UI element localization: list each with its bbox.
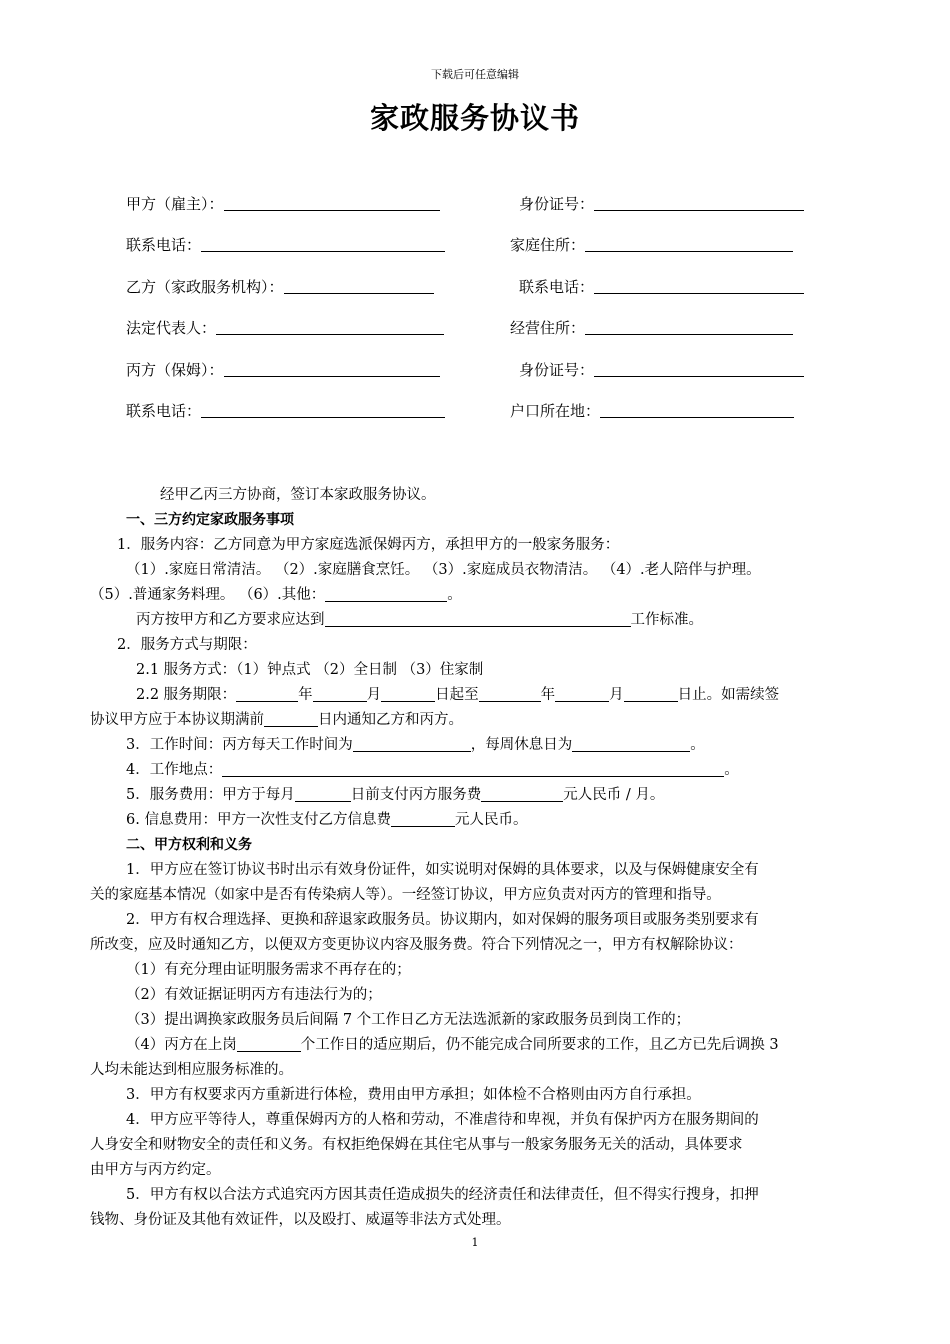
page-number: 1: [471, 1236, 479, 1249]
field-business-address: 经营住所：: [510, 317, 793, 339]
section-2-heading: 二、甲方权利和义务: [126, 837, 252, 853]
termination-item-4-cont: 人均未能达到相应服务标准的。: [90, 1062, 293, 1078]
service-items: （1）.家庭日常清洁。 （2）.家庭膳食烹饪。 （3）.家庭成员衣物清洁。 （4）.老人陪伴与护理。: [126, 562, 761, 578]
clause-2-4-line1: 4．甲方应平等待人，尊重保姆丙方的人格和劳动，不准虐待和卑视，并负有保护丙方在服务期间的: [126, 1112, 759, 1128]
header-note: 下载后可任意编辑: [431, 68, 519, 81]
clause-2-1-line1: 1．甲方应在签订协议书时出示有效身份证件，如实说明对保姆的具体要求，以及与保姆健康安全有: [126, 862, 759, 878]
clause-1-3: 3．工作时间：丙方每天工作时间为 ，每周休息日为 。: [126, 737, 705, 753]
work-location-blank[interactable]: [222, 761, 724, 777]
id-c-blank[interactable]: [594, 360, 804, 377]
clause-2-5-line1: 5．甲方有权以合法方式追究丙方因其责任造成损失的经济责任和法律责任，但不得实行搜身，扣押: [126, 1187, 759, 1203]
clause-1-5: 5．服务费用：甲方于每月 日前支付丙方服务费 元人民币 / 月。: [126, 787, 665, 803]
field-party-b: 乙方（家政服务机构）：: [126, 276, 434, 298]
service-fee-blank[interactable]: [481, 786, 563, 802]
field-party-a: 甲方（雇主）：: [126, 193, 440, 215]
clause-2-2-line2: 所改变，应及时通知乙方，以便双方变更协议内容及服务费。符合下列情况之一，甲方有权解除协议：: [90, 937, 743, 953]
rest-day-blank[interactable]: [572, 736, 690, 752]
field-home-address: 家庭住所：: [510, 234, 793, 256]
work-hours-blank[interactable]: [353, 736, 471, 752]
business-address-blank[interactable]: [585, 318, 793, 335]
clause-2-2: 2.2 服务期限： 年 月 日起至 年 月 日止。如需续签: [136, 687, 780, 703]
renewal-line: 协议甲方应于本协议期满前 日内通知乙方和丙方。: [90, 712, 463, 728]
id-a-blank[interactable]: [594, 194, 804, 211]
hukou-blank[interactable]: [600, 401, 794, 418]
clause-2-2-line1: 2．甲方有权合理选择、更换和辞退家政服务员。协议期内，如对保姆的服务项目或服务类别要求有: [126, 912, 759, 928]
clause-1-4: 4．工作地点： 。: [126, 762, 739, 778]
intro-line: 经甲乙丙三方协商，签订本家政服务协议。: [160, 487, 436, 503]
pay-day-blank[interactable]: [295, 786, 351, 802]
clause-2-4-line3: 由甲方与丙方约定。: [90, 1162, 221, 1178]
clause-2-1-line2: 关的家庭基本情况（如家中是否有传染病人等）。一经签订协议，甲方应负责对丙方的管理和指导。: [90, 887, 721, 903]
party-a-blank[interactable]: [224, 194, 440, 211]
phone-b-blank[interactable]: [594, 277, 804, 294]
end-month-blank[interactable]: [555, 686, 609, 702]
adaptation-days-blank[interactable]: [237, 1036, 301, 1052]
termination-item-2: （2）有效证据证明丙方有违法行为的；: [126, 987, 382, 1003]
start-year-blank[interactable]: [236, 686, 298, 702]
end-day-blank[interactable]: [624, 686, 678, 702]
field-legal-rep: 法定代表人：: [126, 317, 444, 339]
start-day-blank[interactable]: [381, 686, 435, 702]
termination-item-3: （3）提出调换家政服务员后间隔 7 个工作日乙方无法选派新的家政服务员到岗工作的；: [126, 1012, 691, 1028]
phone-a-blank[interactable]: [201, 235, 445, 252]
field-id-c: 身份证号：: [519, 359, 804, 381]
termination-item-1: （1）有充分理由证明服务需求不再存在的；: [126, 962, 411, 978]
service-items-other: （5）.普通家务料理。 （6）.其他： 。: [90, 587, 462, 603]
clause-1-6: 6. 信息费用：甲方一次性支付乙方信息费 元人民币。: [126, 812, 528, 828]
clause-2-4-line2: 人身安全和财物安全的责任和义务。有权拒绝保姆在其住宅从事与一般家务服务无关的活动，具体要求: [90, 1137, 743, 1153]
party-c-blank[interactable]: [224, 360, 440, 377]
clause-2-1: 2.1 服务方式：（1）钟点式 （2）全日制 （3）住家制: [136, 662, 484, 678]
work-standard-line: 丙方按甲方和乙方要求应达到 工作标准。: [136, 612, 703, 628]
field-id-a: 身份证号：: [519, 193, 804, 215]
field-party-c: 丙方（保姆）：: [126, 359, 440, 381]
section-1-heading: 一、三方约定家政服务事项: [126, 512, 294, 528]
clause-1-1: 1．服务内容：乙方同意为甲方家庭选派保姆丙方，承担甲方的一般家务服务：: [117, 537, 620, 553]
party-b-blank[interactable]: [284, 277, 434, 294]
clause-1-2: 2．服务方式与期限：: [117, 637, 257, 653]
renewal-days-blank[interactable]: [264, 711, 318, 727]
clause-2-5-line2: 钱物、身份证及其他有效证件，以及殴打、威逼等非法方式处理。: [90, 1212, 511, 1228]
field-phone-a: 联系电话：: [126, 234, 445, 256]
field-phone-c: 联系电话：: [126, 400, 445, 422]
end-year-blank[interactable]: [479, 686, 541, 702]
work-standard-blank[interactable]: [325, 611, 631, 627]
clause-2-3: 3．甲方有权要求丙方重新进行体检，费用由甲方承担；如体检不合格则由丙方自行承担。: [126, 1087, 701, 1103]
field-hukou: 户口所在地：: [510, 400, 794, 422]
termination-item-4: （4）丙方在上岗 个工作日的适应期后，仍不能完成合同所要求的工作，且乙方已先后调换 3: [126, 1037, 779, 1053]
field-phone-b: 联系电话：: [519, 276, 804, 298]
other-service-blank[interactable]: [325, 586, 447, 602]
home-address-blank[interactable]: [585, 235, 793, 252]
document-title: 家政服务协议书: [369, 101, 580, 135]
phone-c-blank[interactable]: [201, 401, 445, 418]
info-fee-blank[interactable]: [391, 811, 455, 827]
start-month-blank[interactable]: [313, 686, 367, 702]
legal-rep-blank[interactable]: [216, 318, 444, 335]
